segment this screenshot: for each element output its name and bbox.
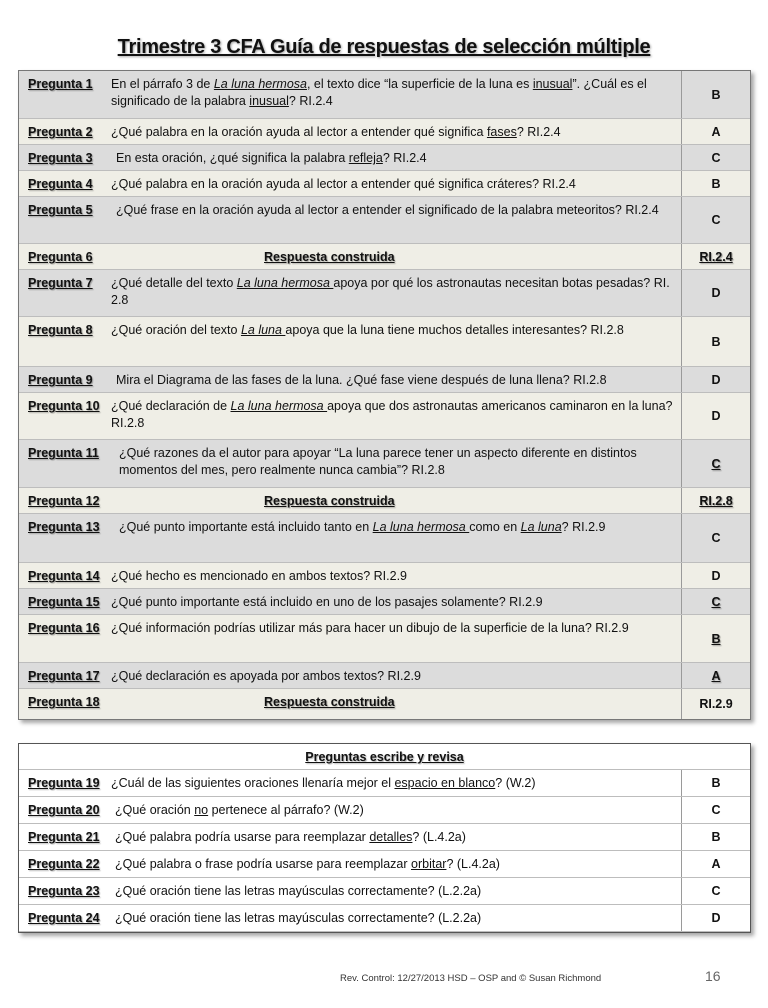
question-label: Pregunta 16: [28, 621, 100, 635]
question-text: [111, 76, 689, 110]
answer-cell: B: [681, 171, 750, 196]
question-text-segment: ? RI.2.9: [561, 520, 606, 534]
emphasized-text: La luna: [520, 520, 562, 534]
answer-cell: C: [681, 440, 750, 487]
answer-cell: C: [681, 878, 750, 904]
question-text-segment: ¿Qué oración: [115, 803, 195, 817]
question-text-segment: , el texto dice “la superficie de la luna es: [306, 77, 533, 91]
question-text: [111, 519, 689, 536]
question-row: [19, 440, 750, 488]
answer-cell: B: [681, 71, 750, 118]
answer-cell: D: [681, 393, 750, 439]
question-text-segment: ¿Qué detalle del texto: [111, 276, 237, 290]
answer-cell: RI.2.8: [681, 488, 750, 513]
answer-cell: C: [681, 514, 750, 562]
question-label: Pregunta 23: [28, 884, 100, 898]
question-text: [111, 322, 689, 339]
question-label: Pregunta 12: [28, 494, 100, 508]
question-text-segment: ¿Qué oración tiene las letras mayúsculas correctamente? (L.2.2a): [115, 911, 482, 925]
constructed-response-label: Respuesta construida: [264, 494, 395, 508]
question-row: [19, 689, 750, 719]
question-row: [19, 71, 750, 119]
emphasized-text: espacio en blanco: [394, 776, 496, 790]
answer-cell: D: [681, 367, 750, 392]
question-label: Pregunta 4: [28, 177, 93, 191]
emphasized-text: La luna hermosa: [372, 520, 470, 534]
question-row: [19, 851, 750, 878]
question-text-segment: ¿Qué declaración de: [111, 399, 231, 413]
question-row: [19, 488, 750, 514]
emphasized-text: inusual: [532, 77, 573, 91]
question-text-segment: ? (L.4.2a): [446, 857, 500, 871]
question-text-segment: apoya que dos astronautas americanos caminaron en la luna? RI.2.8: [111, 399, 673, 430]
question-text: [111, 802, 693, 819]
question-label: Pregunta 1: [28, 77, 93, 91]
question-text-segment: ¿Qué hecho es mencionado en ambos textos? RI.2.9: [111, 569, 408, 583]
question-row: [19, 589, 750, 615]
emphasized-text: fases: [486, 125, 517, 139]
question-text-segment: ¿Qué oración tiene las letras mayúsculas correctamente? (L.2.2a): [115, 884, 482, 898]
question-row: [19, 797, 750, 824]
section-title: Preguntas escribe y revisa: [305, 750, 464, 764]
question-label: Pregunta 18: [28, 695, 100, 709]
question-row: [19, 197, 750, 244]
emphasized-text: refleja: [348, 151, 383, 165]
answer-cell: A: [681, 663, 750, 688]
question-label: Pregunta 22: [28, 857, 100, 871]
question-row: [19, 171, 750, 197]
question-text-segment: ¿Qué información podrías utilizar más para hacer un dibujo de la superficie de la luna? RI.2.9: [111, 621, 629, 635]
answer-cell: D: [681, 563, 750, 588]
answer-table: [18, 70, 751, 720]
answer-cell: RI.2.4: [681, 244, 750, 269]
question-text-segment: como en: [469, 520, 521, 534]
emphasized-text: La luna hermosa: [236, 276, 334, 290]
emphasized-text: no: [194, 803, 209, 817]
question-text-segment: pertenece al párrafo? (W.2): [208, 803, 364, 817]
question-label: Pregunta 15: [28, 595, 100, 609]
question-row: [19, 317, 750, 367]
question-label: Pregunta 5: [28, 203, 93, 217]
answer-cell: B: [681, 824, 750, 850]
question-text-segment: ¿Qué punto importante está incluido tanto en: [119, 520, 373, 534]
question-label: Pregunta 14: [28, 569, 100, 583]
question-row: [19, 270, 750, 317]
question-text-segment: ? (L.4.2a): [412, 830, 466, 844]
question-text: [111, 668, 689, 685]
emphasized-text: La luna hermosa: [213, 77, 307, 91]
question-text: [111, 124, 689, 141]
question-text: [111, 883, 693, 900]
question-text-segment: En el párrafo 3 de: [111, 77, 214, 91]
question-label: Pregunta 8: [28, 323, 93, 337]
page-number: 16: [705, 968, 721, 984]
question-text-segment: ¿Qué palabra o frase podría usarse para reemplazar: [115, 857, 411, 871]
question-text-segment: apoya por qué los astronautas necesitan botas pesadas? RI. 2.8: [111, 276, 670, 307]
answer-cell: C: [681, 197, 750, 243]
answer-cell: RI.2.9: [681, 689, 750, 719]
question-text-segment: ¿Cuál de las siguientes oraciones llenaría mejor el: [111, 776, 395, 790]
answer-cell: D: [681, 905, 750, 931]
question-label: Pregunta 20: [28, 803, 100, 817]
constructed-response-label: Respuesta construida: [264, 250, 395, 264]
question-text: [111, 150, 689, 167]
question-row: [19, 119, 750, 145]
question-text: [111, 594, 689, 611]
question-row: [19, 244, 750, 270]
answer-cell: C: [681, 145, 750, 170]
question-row: [19, 393, 750, 440]
question-text: [111, 568, 689, 585]
question-text-segment: ? RI.2.4: [382, 151, 427, 165]
footer-text: Rev. Control: 12/27/2013 HSD – OSP and © Susan Richmond: [340, 973, 602, 984]
question-label: Pregunta 9: [28, 373, 93, 387]
answer-cell: A: [681, 119, 750, 144]
question-row: [19, 145, 750, 171]
question-text: [111, 910, 693, 927]
question-label: Pregunta 6: [28, 250, 93, 264]
question-text-segment: Mira el Diagrama de las fases de la luna. ¿Qué fase viene después de luna llena? RI.2.8: [116, 373, 607, 387]
question-text: [111, 856, 693, 873]
question-text: [111, 398, 689, 432]
question-text-segment: apoya que la luna tiene muchos detalles interesantes? RI.2.8: [285, 323, 624, 337]
answer-cell: C: [681, 589, 750, 614]
question-text: [111, 176, 689, 193]
emphasized-text: La luna hermosa: [230, 399, 328, 413]
question-text-segment: ? RI.2.4: [516, 125, 561, 139]
answer-cell: B: [681, 615, 750, 662]
question-text: [111, 829, 693, 846]
answer-cell: B: [681, 770, 750, 796]
emphasized-text: inusual: [249, 94, 289, 108]
answer-cell: B: [681, 317, 750, 366]
section-header: [19, 744, 750, 770]
page-title: Trimestre 3 CFA Guía de respuestas de selección múltiple: [117, 36, 651, 58]
question-label: Pregunta 24: [28, 911, 100, 925]
question-label: Pregunta 21: [28, 830, 100, 844]
question-row: [19, 770, 750, 797]
question-label: Pregunta 10: [28, 399, 100, 413]
question-text-segment: ¿Qué palabra en la oración ayuda al lector a entender qué significa cráteres? RI.2.4: [111, 177, 576, 191]
question-text-segment: ¿Qué declaración es apoyada por ambos textos? RI.2.9: [111, 669, 421, 683]
question-text-segment: ? RI.2.4: [288, 94, 333, 108]
question-label: Pregunta 7: [28, 276, 93, 290]
question-row: [19, 615, 750, 663]
question-label: Pregunta 2: [28, 125, 93, 139]
answer-cell: D: [681, 270, 750, 316]
question-row: [19, 367, 750, 393]
question-row: [19, 563, 750, 589]
emphasized-text: orbitar: [411, 857, 447, 871]
question-row: [19, 514, 750, 563]
question-text-segment: ? (W.2): [495, 776, 536, 790]
answer-cell: C: [681, 797, 750, 823]
write-revise-table: [18, 743, 751, 933]
question-text-segment: ¿Qué frase en la oración ayuda al lector a entender el significado de la palabra meteoritos? RI.2.4: [116, 203, 659, 217]
question-label: Pregunta 19: [28, 776, 100, 790]
question-text-segment: ¿Qué razones da el autor para apoyar “La luna parece tener un aspecto diferente en distintos momentos del mes, pero realmente nunca cambia”? RI.2.8: [119, 446, 637, 477]
emphasized-text: La luna: [240, 323, 286, 337]
question-row: [19, 878, 750, 905]
question-text-segment: En esta oración, ¿qué significa la palabra: [116, 151, 349, 165]
question-label: Pregunta 3: [28, 151, 93, 165]
emphasized-text: detalles: [369, 830, 413, 844]
question-text: [111, 620, 689, 637]
question-text: [111, 445, 689, 479]
question-label: Pregunta 17: [28, 669, 100, 683]
question-text: [111, 775, 689, 792]
question-text-segment: ¿Qué palabra podría usarse para reemplazar: [115, 830, 370, 844]
question-label: Pregunta 11: [28, 446, 99, 460]
question-text: [111, 202, 689, 219]
question-row: [19, 905, 750, 932]
question-text-segment: ”. ¿Cuál es el significado de la palabra: [111, 77, 647, 108]
question-label: Pregunta 13: [28, 520, 100, 534]
question-row: [19, 663, 750, 689]
question-text: [111, 372, 689, 389]
question-text-segment: ¿Qué punto importante está incluido en uno de los pasajes solamente? RI.2.9: [111, 595, 543, 609]
question-text-segment: ¿Qué oración del texto: [111, 323, 241, 337]
question-text-segment: ¿Qué palabra en la oración ayuda al lector a entender qué significa: [111, 125, 487, 139]
answer-cell: A: [681, 851, 750, 877]
constructed-response-label: Respuesta construida: [264, 695, 395, 709]
question-row: [19, 824, 750, 851]
question-text: [111, 275, 689, 309]
